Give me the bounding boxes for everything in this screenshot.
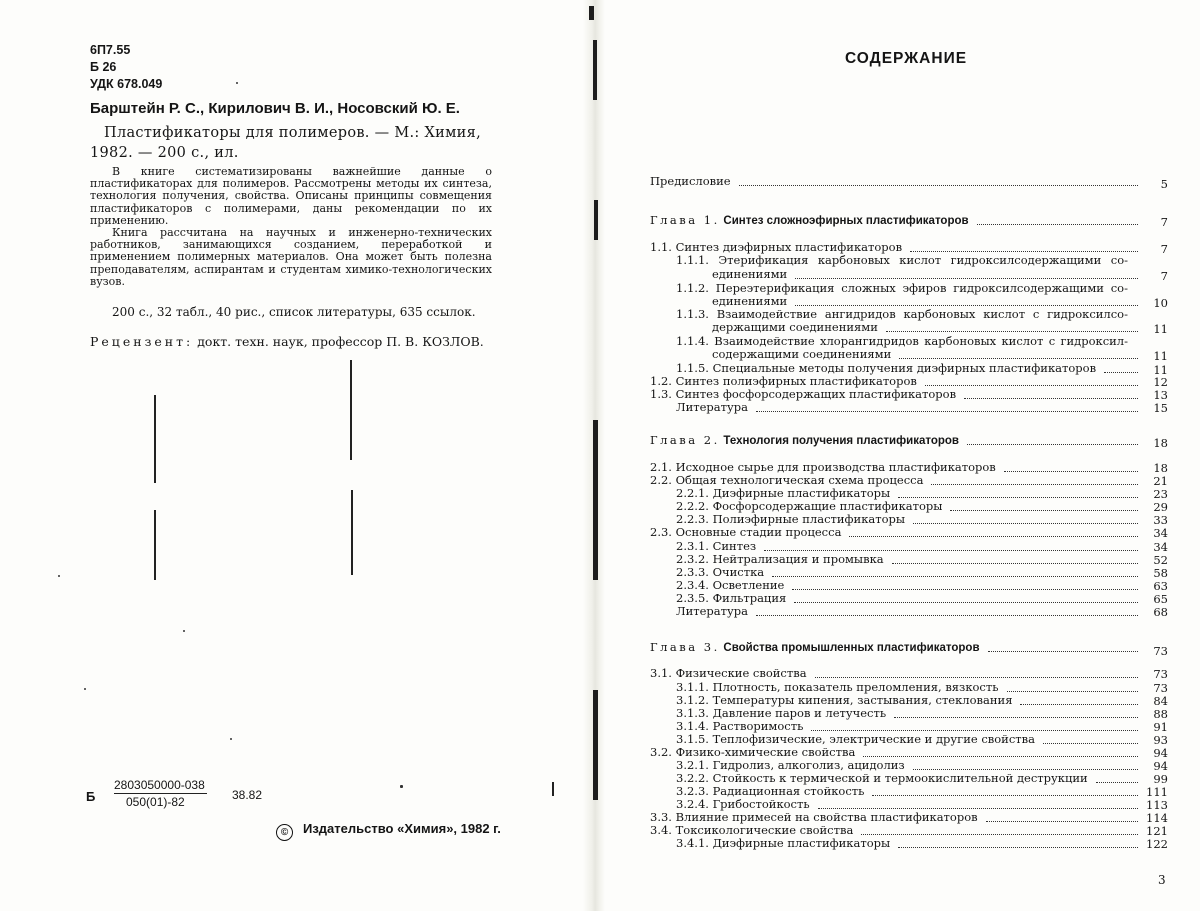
toc-entry [650, 746, 855, 758]
chapter-prefix: Глава 3. [650, 640, 720, 654]
abstract-paragraph-2: Книга рассчитана на научных и инженерно-технических работников, занимающихся созданием, переработкой и применением полимерных материалов. Она может быть полезна преподавателям, аспирантам и студентам химико-технологических вузов. [90, 226, 492, 288]
scan-speck [183, 630, 185, 632]
toc-heading: СОДЕРЖАНИЕ [845, 50, 968, 67]
toc-entry-label: 2.1. Исходное сырье для производства пластификаторов [650, 460, 996, 474]
toc-entry [676, 500, 942, 512]
toc-entry-label: 2.3. Основные стадии процесса [650, 525, 842, 539]
toc-entry [650, 811, 978, 823]
udc-code: УДК 678.049 [90, 77, 163, 91]
toc-page-number: 34 [1153, 526, 1168, 540]
toc-page-number: 94 [1153, 746, 1168, 760]
scan-speck [84, 688, 86, 690]
toc-entry-label: 1.1.2. Переэтерификация сложных эфиров гидроксилсодержащими со- [676, 281, 1128, 295]
toc-entry-continuation: единениями [712, 294, 788, 308]
dot-leader [863, 755, 1138, 757]
toc-page-number: 58 [1153, 566, 1168, 580]
dot-leader [872, 794, 1138, 796]
toc-page-number: 73 [1153, 644, 1168, 658]
chapter-prefix: Глава 2. [650, 433, 720, 447]
toc-page-number: 13 [1153, 388, 1168, 402]
toc-entry [676, 254, 1128, 266]
scan-line-artifact [154, 510, 156, 580]
toc-entry [676, 513, 905, 525]
page-number: 3 [1158, 873, 1166, 887]
dot-leader [849, 535, 1138, 537]
toc-entry [676, 487, 890, 499]
dot-leader [794, 601, 1138, 603]
dot-leader [977, 223, 1138, 225]
left-page [0, 0, 585, 911]
spine-mark [593, 40, 597, 100]
toc-entry-continuation: содержащими соединениями [712, 347, 892, 361]
toc-entry-label: 3.1.5. Теплофизические, электрические и другие свойства [676, 732, 1035, 746]
toc-entry-label: 3.2.2. Стойкость к термической и термоокислительной деструкции [676, 771, 1088, 785]
toc-entry-label: 3.1.2. Температуры кипения, застывания, стеклования [676, 693, 1013, 707]
toc-page-number: 23 [1153, 487, 1168, 501]
toc-entry [676, 308, 1128, 320]
toc-entry-label: 2.3.3. Очистка [676, 565, 765, 579]
toc-entry [676, 605, 748, 617]
toc-entry [650, 474, 923, 486]
scan-speck [236, 82, 238, 84]
book-title-line1: Пластификаторы для полимеров. — М.: Химия, [104, 125, 481, 141]
toc-page-number: 33 [1153, 513, 1168, 527]
toc-entry-label: 2.3.4. Осветление [676, 578, 785, 592]
reviewer-name: докт. техн. наук, профессор П. В. КОЗЛОВ. [197, 334, 484, 349]
toc-entry [676, 553, 884, 565]
dot-leader [792, 588, 1138, 590]
toc-entry-label: 1.1.4. Взаимодействие хлорангидридов карбоновых кислот с гидроксил- [676, 334, 1128, 348]
dot-leader [1020, 703, 1138, 705]
chapter-title: Свойства промышленных пластификаторов [723, 642, 980, 654]
fraction-tail: 38.82 [232, 788, 263, 802]
toc-page-number: 73 [1153, 667, 1168, 681]
dot-leader [1043, 742, 1138, 744]
toc-page-number: 21 [1153, 474, 1168, 488]
abstract [90, 166, 492, 288]
toc-entry [676, 798, 810, 810]
toc-chapter-entry [650, 641, 980, 654]
dot-leader [739, 184, 1138, 186]
toc-entry [650, 241, 902, 253]
toc-entry [650, 175, 731, 187]
toc-entry-continuation: единениями [712, 267, 788, 281]
dot-leader [910, 250, 1138, 252]
fraction-denominator: 050(01)-82 [126, 795, 185, 809]
toc-entry [676, 694, 1012, 706]
reviewer-label: Рецензент: [90, 334, 194, 349]
toc-page-number: 63 [1153, 579, 1168, 593]
scan-speck [230, 738, 232, 740]
toc-page-number: 7 [1160, 242, 1168, 256]
toc-entry-label: Литература [676, 604, 748, 618]
toc-entry-label: 1.1.3. Взаимодействие ангидридов карбоновых кислот с гидроксилсо- [676, 307, 1128, 321]
chapter-prefix: Глава 1. [650, 213, 720, 227]
toc-entry-label: 1.1. Синтез диэфирных пластификаторов [650, 240, 903, 254]
toc-entry [650, 526, 841, 538]
toc-entry-label: 1.1.1. Этерификация карбоновых кислот гидроксилсодержащими со- [676, 253, 1128, 267]
dot-leader [811, 729, 1138, 731]
toc-page-number: 91 [1153, 720, 1168, 734]
toc-chapter-entry [650, 214, 969, 227]
toc-page-number: 99 [1153, 772, 1168, 786]
reviewer-line [90, 334, 484, 349]
toc-entry [676, 362, 1096, 374]
dot-leader [818, 807, 1138, 809]
dot-leader [913, 768, 1138, 770]
scan-speck [58, 575, 60, 577]
fraction-numerator: 2803050000-038 [114, 778, 205, 792]
toc-entry [650, 388, 956, 400]
toc-entry [676, 681, 999, 693]
dot-leader [886, 330, 1138, 332]
toc-entry-label: 2.2.2. Фосфорсодержащие пластификаторы [676, 499, 943, 513]
toc-page-number: 84 [1153, 694, 1168, 708]
toc-page-number: 121 [1146, 824, 1168, 838]
toc-entry [676, 592, 786, 604]
toc-entry [676, 707, 886, 719]
dot-leader [898, 846, 1138, 848]
toc-entry-label: 2.2.1. Диэфирные пластификаторы [676, 486, 891, 500]
toc-page-number: 18 [1153, 461, 1168, 475]
dot-leader [772, 575, 1138, 577]
toc-entry [676, 720, 803, 732]
toc-entry-label: 2.3.5. Фильтрация [676, 591, 787, 605]
dot-leader [894, 716, 1138, 718]
dot-leader [795, 277, 1138, 279]
toc-entry-label: 3.2.1. Гидролиз, алкоголиз, ацидолиз [676, 758, 905, 772]
toc-page-number: 5 [1160, 177, 1168, 191]
scan-line-artifact [154, 395, 156, 483]
toc-entry [650, 461, 996, 473]
dot-leader [988, 650, 1138, 652]
toc-page-number: 113 [1146, 798, 1168, 812]
toc-page-number: 111 [1146, 785, 1168, 799]
fraction-prefix: Б [86, 789, 96, 804]
toc-page-number: 7 [1160, 215, 1168, 229]
toc-entry-label: 1.3. Синтез фосфорсодержащих пластификаторов [650, 387, 957, 401]
toc-entry [650, 375, 917, 387]
toc-entry [676, 579, 784, 591]
toc-entry-label: 3.1.1. Плотность, показатель преломления, вязкость [676, 680, 999, 694]
toc-entry [676, 772, 1088, 784]
toc-page-number: 15 [1153, 401, 1168, 415]
toc-page-number: 93 [1153, 733, 1168, 747]
toc-entry [676, 540, 756, 552]
author-mark: Б 26 [90, 60, 117, 74]
toc-entry [676, 759, 905, 771]
abstract-paragraph-1: В книге систематизированы важнейшие данные о пластификаторах для полимеров. Рассмотрены методы их синтеза, технология получения, свойства. Описаны принципы совмещения пластификаторов с полимерами, даны рекомендации по их применению. [90, 165, 492, 227]
toc-page-number: 114 [1146, 811, 1168, 825]
toc-entry-label: 2.3.1. Синтез [676, 539, 757, 553]
toc-entry [676, 566, 764, 578]
toc-entry-label: 3.2.4. Грибостойкость [676, 797, 810, 811]
toc-entry [650, 667, 807, 679]
dot-leader [1104, 371, 1138, 373]
copyright-icon: © [276, 824, 293, 841]
dot-leader [892, 562, 1138, 564]
toc-entry-label: 3.2. Физико-химические свойства [650, 745, 856, 759]
toc-entry-label: 3.2.3. Радиационная стойкость [676, 784, 865, 798]
toc-page-number: 12 [1153, 375, 1168, 389]
toc-entry [676, 335, 1128, 347]
toc-entry [676, 282, 1128, 294]
dot-leader [964, 397, 1138, 399]
classification-codes [90, 42, 162, 93]
toc-entry [650, 824, 853, 836]
dot-leader [898, 496, 1138, 498]
dot-leader [815, 676, 1138, 678]
toc-page-number: 11 [1153, 349, 1168, 363]
spine-mark [593, 420, 598, 580]
spine-mark [589, 6, 594, 20]
toc-entry-label: 2.2. Общая технологическая схема процесса [650, 473, 924, 487]
toc-page-number: 10 [1153, 296, 1168, 310]
toc-entry-label: 3.1.4. Растворимость [676, 719, 804, 733]
book-title-line2: 1982. — 200 с., ил. [90, 145, 239, 161]
spine-mark [594, 200, 598, 240]
toc-entry-label: 2.3.2. Нейтрализация и промывка [676, 552, 884, 566]
toc-entry-label: 2.2.3. Полиэфирные пластификаторы [676, 512, 906, 526]
dot-leader [756, 614, 1138, 616]
scan-line-artifact [350, 360, 352, 460]
toc-entry [676, 837, 890, 849]
dot-leader [931, 483, 1138, 485]
toc-entry-label: 3.3. Влияние примесей на свойства пластификаторов [650, 810, 978, 824]
toc-page-number: 68 [1153, 605, 1168, 619]
dot-leader [925, 384, 1138, 386]
publisher-line [276, 821, 501, 841]
toc-entry-label: Предисловие [650, 174, 731, 188]
toc-entry-continuation: держащими соединениями [712, 320, 878, 334]
chapter-title: Технология получения пластификаторов [723, 435, 959, 447]
toc-page-number: 34 [1153, 540, 1168, 554]
authors: Барштейн Р. С., Кирилович В. И., Носовский Ю. Е. [90, 100, 460, 117]
dot-leader [986, 820, 1138, 822]
dot-leader [1004, 470, 1138, 472]
toc-page-number: 94 [1153, 759, 1168, 773]
dot-leader [1007, 690, 1138, 692]
dot-leader [861, 833, 1138, 835]
toc-entry-label: 1.2. Синтез полиэфирных пластификаторов [650, 374, 917, 388]
toc-page-number: 73 [1153, 681, 1168, 695]
toc-page-number: 65 [1153, 592, 1168, 606]
dot-leader [950, 509, 1138, 511]
toc-page-number: 18 [1153, 436, 1168, 450]
toc-page-number: 11 [1153, 363, 1168, 377]
book-specs: 200 с., 32 табл., 40 рис., список литературы, 635 ссылок. [112, 305, 476, 319]
dot-leader [764, 549, 1138, 551]
toc-page-number: 52 [1153, 553, 1168, 567]
scan-line-artifact [552, 782, 554, 796]
chapter-title: Синтез сложноэфирных пластификаторов [723, 215, 969, 227]
scan-speck [400, 785, 403, 788]
toc-entry [676, 401, 748, 413]
toc-chapter-entry [650, 434, 959, 447]
dot-leader [899, 357, 1138, 359]
toc-entry-label: 1.1.5. Специальные методы получения диэфирных пластификаторов [676, 361, 1097, 375]
dot-leader [795, 304, 1138, 306]
dot-leader [1096, 781, 1138, 783]
dot-leader [967, 443, 1138, 445]
toc-entry-label: Литература [676, 400, 748, 414]
publisher-text: Издательство «Химия», 1982 г. [303, 821, 501, 836]
toc-page-number: 11 [1153, 322, 1168, 336]
toc-entry-label: 3.4.1. Диэфирные пластификаторы [676, 836, 891, 850]
toc-page-number: 88 [1153, 707, 1168, 721]
toc-entry-label: 3.1.3. Давление паров и летучесть [676, 706, 887, 720]
toc-page-number: 29 [1153, 500, 1168, 514]
toc-entry [676, 785, 864, 797]
toc-entry-label: 3.4. Токсикологические свойства [650, 823, 854, 837]
toc-page-number: 7 [1160, 269, 1168, 283]
bbk-code: 6П7.55 [90, 43, 131, 57]
toc-entry [676, 733, 1035, 745]
scan-line-artifact [351, 490, 353, 575]
toc-entry-label: 3.1. Физические свойства [650, 666, 807, 680]
dot-leader [756, 410, 1138, 412]
toc-page-number: 122 [1146, 837, 1168, 851]
dot-leader [913, 522, 1138, 524]
spine-mark [593, 690, 598, 800]
